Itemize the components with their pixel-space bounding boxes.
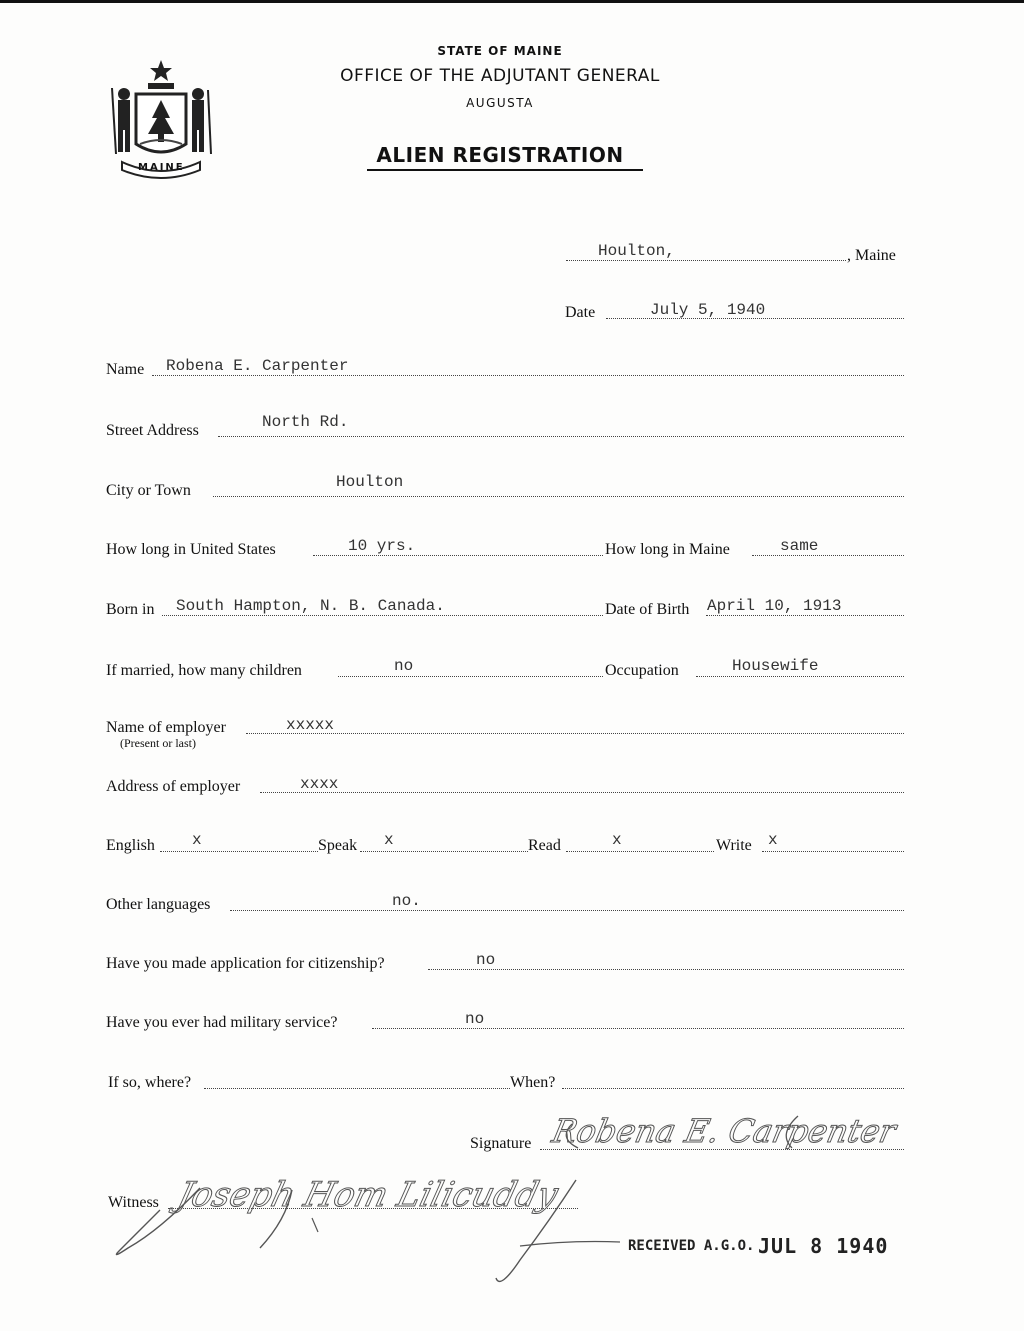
witness-handwriting [100,1150,620,1300]
city-value: Houlton [336,473,404,491]
office-heading: OFFICE OF THE ADJUTANT GENERAL [340,66,660,86]
employer-address-dots [260,792,904,793]
born-in-value: South Hampton, N. B. Canada. [176,597,445,615]
write-dots [762,851,904,852]
speak-value: x [384,831,394,849]
date-value: July 5, 1940 [650,301,766,319]
occupation-dots [696,676,904,677]
witness-script: Joseph Hom Lilicuddy [173,1175,562,1215]
read-value: x [612,831,622,849]
city-dots [213,496,904,497]
employer-sublabel: (Present or last) [120,736,196,750]
military-dots [372,1028,904,1029]
place-dots [566,260,846,261]
when-dots [562,1088,904,1089]
street-label: Street Address [106,422,199,439]
read-label: Read [528,837,561,854]
children-label: If married, how many children [106,662,302,679]
employer-value: xxxxx [286,716,335,734]
title-underline [367,169,643,171]
received-stamp-label: RECEIVED A.G.O. [628,1238,755,1254]
state-heading: STATE OF MAINE [437,44,563,58]
date-label: Date [565,304,596,321]
us-duration-dots [313,555,603,556]
citizenship-label: Have you made application for citizenship? [106,955,385,972]
write-label: Write [716,837,752,854]
maine-duration-dots [752,555,904,556]
where-label: If so, where? [108,1074,192,1091]
where-dots [204,1088,510,1089]
born-in-dots [162,615,603,616]
other-languages-label: Other languages [106,896,211,913]
other-languages-dots [230,910,904,911]
military-value: no [465,1010,485,1028]
occupation-value: Housewife [732,657,819,675]
other-languages-value: no. [392,892,421,910]
maine-duration-label: How long in Maine [605,541,730,558]
speak-label: Speak [318,837,358,854]
english-dots [160,851,318,852]
form-title: ALIEN REGISTRATION [376,143,624,167]
dob-label: Date of Birth [605,601,690,618]
children-dots [338,676,603,677]
city-heading: AUGUSTA [466,96,534,110]
witness-label: Witness [108,1194,159,1211]
english-value: x [192,831,202,849]
top-border [0,0,1024,3]
read-dots [566,851,714,852]
dob-value: April 10, 1913 [707,597,842,615]
when-label: When? [510,1074,556,1091]
us-duration-label: How long in United States [106,541,276,558]
citizenship-dots [428,969,904,970]
seal-banner-text: MAINE [138,162,185,173]
employer-dots [246,733,904,734]
military-label: Have you ever had military service? [106,1014,338,1031]
street-value: North Rd. [262,413,349,431]
name-dots [152,375,904,376]
city-label: City or Town [106,482,191,499]
born-in-label: Born in [106,601,155,618]
speak-dots [360,851,528,852]
signature-label: Signature [470,1135,532,1152]
name-label: Name [106,361,145,378]
place-value: Houlton, [598,242,675,260]
street-dots [218,436,904,437]
citizenship-value: no [476,951,496,969]
maine-duration-value: same [780,537,819,555]
employer-label: Name of employer [106,719,226,736]
write-value: x [768,831,778,849]
us-duration-value: 10 yrs. [348,537,416,555]
occupation-label: Occupation [605,662,679,679]
employer-address-value: xxxx [300,775,339,793]
employer-address-label: Address of employer [106,778,241,795]
english-label: English [106,837,155,854]
name-value: Robena E. Carpenter [166,357,349,375]
dob-dots [706,615,904,616]
place-suffix: , Maine [847,247,896,264]
children-value: no [394,657,414,675]
signature-script: Robena E. Carpenter [548,1112,900,1150]
received-stamp-date: JUL 8 1940 [758,1234,889,1258]
